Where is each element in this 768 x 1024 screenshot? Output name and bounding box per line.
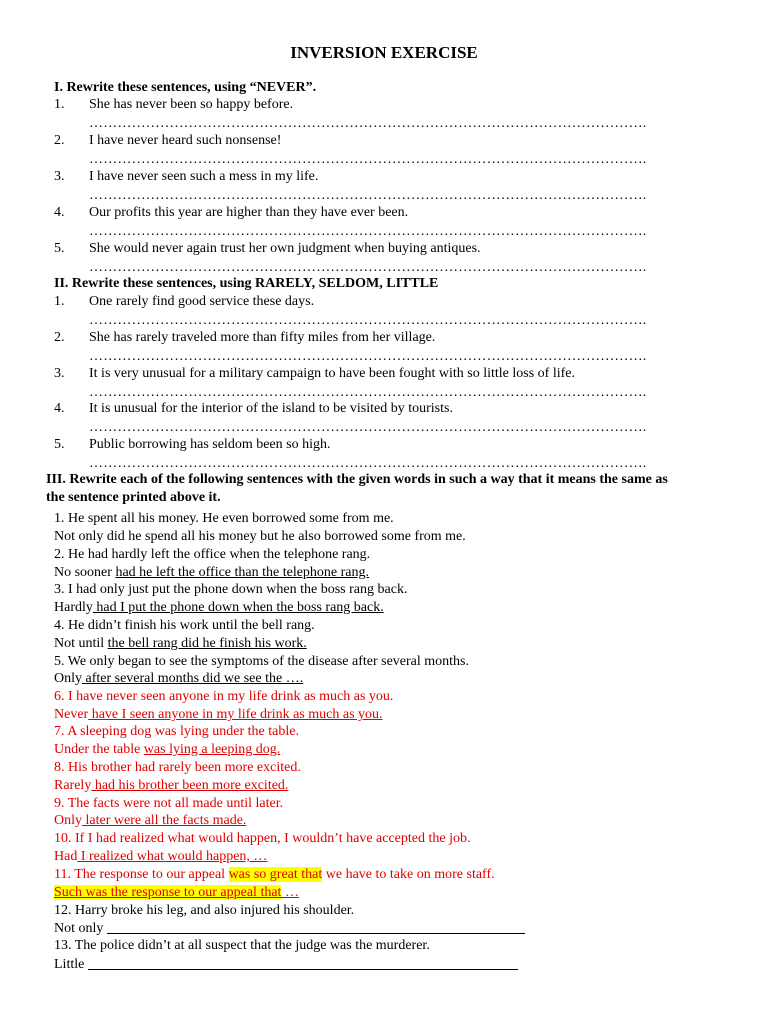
item-number: 5. xyxy=(54,241,65,256)
answer-text: had I put the phone down when the boss rang back. xyxy=(92,600,384,615)
item-text: It is very unusual for a military campaign to have been fought with so little loss of life. xyxy=(89,366,576,381)
question-text: 12. Harry broke his leg, and also injured his shoulder. xyxy=(54,903,355,918)
item-text: It is unusual for the interior of the island to be visited by tourists. xyxy=(89,401,453,416)
section-1-heading: I. Rewrite these sentences, using “NEVER”. xyxy=(54,80,317,95)
item-text: Public borrowing has seldom been so high. xyxy=(89,437,331,452)
answer-line xyxy=(54,884,299,902)
question-text: 7. A sleeping dog was lying under the table. xyxy=(54,724,299,739)
question-text: 2. He had hardly left the office when the telephone rang. xyxy=(54,547,371,562)
answer-text: had he left the office than the telephone rang. xyxy=(115,565,370,580)
answer-dots: ………………………………………………………………………………………………………. xyxy=(89,116,647,131)
item-text: She has rarely traveled more than fifty miles from her village. xyxy=(89,330,436,345)
section-3-heading: III. Rewrite each of the following sentences with the given words in such a way that it means the same as the sentence printed above it. xyxy=(46,472,668,505)
answer-text: I realized what would happen, … xyxy=(77,849,268,864)
answer-text: later were all the facts made. xyxy=(82,813,247,828)
answer-line: Not only did he spend all his money but he also borrowed some from me. xyxy=(54,529,466,544)
answer-dots: ………………………………………………………………………………………………………. xyxy=(89,385,647,400)
question-text xyxy=(54,866,495,884)
answer-line xyxy=(54,919,525,938)
item-number: 4. xyxy=(54,205,65,220)
answer-prefix: Not until xyxy=(54,636,108,651)
answer-text: after several months did we see the …. xyxy=(82,671,304,686)
answer-line xyxy=(54,564,369,582)
answer-prefix: No sooner xyxy=(54,565,116,580)
answer-line xyxy=(54,812,246,830)
item-number: 3. xyxy=(54,169,65,184)
answer-blank[interactable] xyxy=(88,955,518,970)
item-text: Our profits this year are higher than they have ever been. xyxy=(89,205,409,220)
item-number: 5. xyxy=(54,437,65,452)
answer-dots: ………………………………………………………………………………………………………. xyxy=(89,188,647,203)
answer-line xyxy=(54,848,267,866)
item-text: She has never been so happy before. xyxy=(89,97,294,112)
answer-prefix-highlighted: Such was the response to our appeal that xyxy=(54,885,282,900)
answer-dots: ………………………………………………………………………………………………………. xyxy=(89,456,647,471)
answer-prefix: Under the table xyxy=(54,742,144,757)
section-2-heading: II. Rewrite these sentences, using RARELY, SELDOM, LITTLE xyxy=(54,276,439,291)
answer-prefix: Little xyxy=(54,957,88,972)
answer-dots: ………………………………………………………………………………………………………. xyxy=(89,224,647,239)
question-text: 8. His brother had rarely been more excited. xyxy=(54,760,301,775)
answer-dots: ………………………………………………………………………………………………………. xyxy=(89,260,647,275)
answer-prefix: Had xyxy=(54,849,78,864)
page-title: INVERSION EXERCISE xyxy=(290,43,478,62)
answer-prefix: Rarely xyxy=(54,778,92,793)
answer-line xyxy=(54,670,303,688)
question-text: 5. We only began to see the symptoms of the disease after several months. xyxy=(54,654,470,669)
highlighted-phrase: was so great that xyxy=(228,867,323,882)
answer-text: … xyxy=(281,885,299,900)
answer-text: the bell rang did he finish his work. xyxy=(107,636,307,651)
item-number: 2. xyxy=(54,330,65,345)
answer-line xyxy=(54,741,280,759)
answer-text: have I seen anyone in my life drink as much as you. xyxy=(88,707,383,722)
answer-dots: ………………………………………………………………………………………………………. xyxy=(89,349,647,364)
answer-prefix: Hardly xyxy=(54,600,93,615)
answer-prefix: Never xyxy=(54,707,89,722)
answer-prefix: Only xyxy=(54,813,82,828)
item-number: 3. xyxy=(54,366,65,381)
answer-dots: ………………………………………………………………………………………………………. xyxy=(89,420,647,435)
answer-prefix: Not only xyxy=(54,921,107,936)
question-text: 3. I had only just put the phone down when the boss rang back. xyxy=(54,582,408,597)
item-text: I have never heard such nonsense! xyxy=(89,133,282,148)
item-text: I have never seen such a mess in my life. xyxy=(89,169,319,184)
question-part: 11. The response to our appeal xyxy=(54,867,229,882)
question-text: 1. He spent all his money. He even borrowed some from me. xyxy=(54,511,394,526)
answer-line xyxy=(54,635,307,653)
question-text: 9. The facts were not all made until later. xyxy=(54,796,284,811)
item-number: 2. xyxy=(54,133,65,148)
question-text: 13. The police didn’t at all suspect that the judge was the murderer. xyxy=(54,938,430,953)
answer-dots: ………………………………………………………………………………………………………. xyxy=(89,313,647,328)
answer-text: had his brother been more excited. xyxy=(91,778,289,793)
answer-line xyxy=(54,955,518,974)
answer-line xyxy=(54,777,288,795)
item-text: One rarely find good service these days. xyxy=(89,294,315,309)
question-text: 4. He didn’t finish his work until the bell rang. xyxy=(54,618,315,633)
question-text: 6. I have never seen anyone in my life drink as much as you. xyxy=(54,689,394,704)
item-number: 1. xyxy=(54,97,65,112)
answer-dots: ………………………………………………………………………………………………………. xyxy=(89,152,647,167)
item-number: 1. xyxy=(54,294,65,309)
item-number: 4. xyxy=(54,401,65,416)
item-text: She would never again trust her own judgment when buying antiques. xyxy=(89,241,481,256)
answer-text: was lying a leeping dog. xyxy=(143,742,281,757)
answer-prefix: Only xyxy=(54,671,82,686)
answer-blank[interactable] xyxy=(107,919,525,934)
question-text: 10. If I had realized what would happen, I wouldn’t have accepted the job. xyxy=(54,831,471,846)
question-part: we have to take on more staff. xyxy=(322,867,495,882)
answer-line xyxy=(54,599,384,617)
answer-line xyxy=(54,706,383,724)
